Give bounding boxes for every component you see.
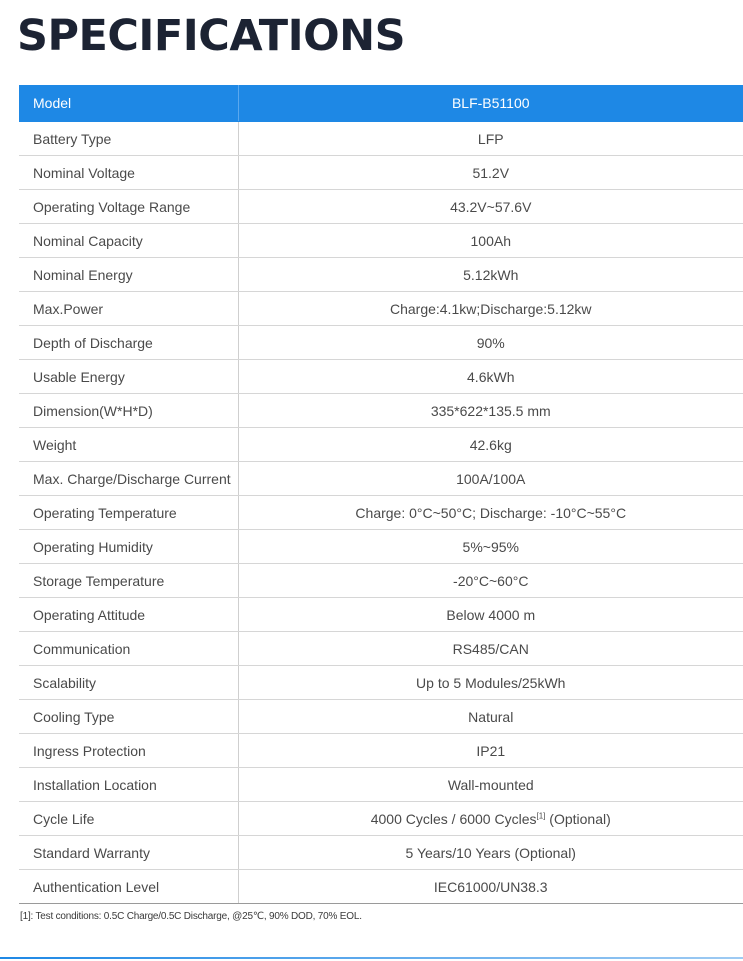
row-value: LFP — [238, 122, 743, 156]
row-label: Max. Charge/Discharge Current — [19, 462, 238, 496]
row-label: Depth of Discharge — [19, 326, 238, 360]
row-value: 43.2V~57.6V — [238, 190, 743, 224]
page-title: SPECIFICATIONS — [17, 11, 406, 61]
table-row — [19, 530, 743, 564]
row-value: 51.2V — [238, 156, 743, 190]
row-value: 90% — [238, 326, 743, 360]
row-label: Operating Humidity — [19, 530, 238, 564]
footnote: [1]: Test conditions: 0.5C Charge/0.5C Discharge, @25℃, 90% DOD, 70% EOL. — [20, 911, 362, 922]
table-row — [19, 496, 743, 530]
table-row — [19, 428, 743, 462]
cycle-life-value: 4000 Cycles / 6000 Cycles — [370, 810, 537, 827]
table-row — [19, 462, 743, 496]
table-row — [19, 394, 743, 428]
table-row — [19, 700, 743, 734]
cycle-life-suffix: (Optional) — [545, 810, 611, 827]
row-label: Scalability — [19, 666, 238, 700]
row-value: RS485/CAN — [238, 632, 743, 666]
row-label: Nominal Energy — [19, 258, 238, 292]
row-label: Usable Energy — [19, 360, 238, 394]
table-row — [19, 632, 743, 666]
row-value: -20°C~60°C — [238, 564, 743, 598]
row-value: 5%~95% — [238, 530, 743, 564]
row-label: Operating Voltage Range — [19, 190, 238, 224]
row-value: IEC61000/UN38.3 — [238, 870, 743, 904]
table-row — [19, 258, 743, 292]
table-row — [19, 360, 743, 394]
row-value: 5 Years/10 Years (Optional) — [238, 836, 743, 870]
table-row — [19, 190, 743, 224]
row-value-cycle-life — [238, 802, 743, 836]
row-value: IP21 — [238, 734, 743, 768]
table-row — [19, 768, 743, 802]
row-value: Natural — [238, 700, 743, 734]
row-value: 100Ah — [238, 224, 743, 258]
row-label: Authentication Level — [19, 870, 238, 904]
table-row — [19, 802, 743, 836]
specifications-table — [19, 85, 743, 904]
table-row — [19, 598, 743, 632]
row-label: Communication — [19, 632, 238, 666]
row-value: 100A/100A — [238, 462, 743, 496]
row-label: Cooling Type — [19, 700, 238, 734]
table-row — [19, 870, 743, 904]
footnote-reference: [1] — [536, 810, 546, 820]
row-label: Ingress Protection — [19, 734, 238, 768]
row-label: Battery Type — [19, 122, 238, 156]
row-label: Standard Warranty — [19, 836, 238, 870]
row-label: Installation Location — [19, 768, 238, 802]
row-label: Weight — [19, 428, 238, 462]
row-label: Operating Attitude — [19, 598, 238, 632]
row-label: Nominal Capacity — [19, 224, 238, 258]
row-value: 335*622*135.5 mm — [238, 394, 743, 428]
header-label-model: Model — [19, 85, 238, 122]
row-label: Cycle Life — [19, 802, 238, 836]
table-row — [19, 836, 743, 870]
row-value: Below 4000 m — [238, 598, 743, 632]
row-value: 4.6kWh — [238, 360, 743, 394]
row-label: Dimension(W*H*D) — [19, 394, 238, 428]
row-label: Max.Power — [19, 292, 238, 326]
row-value: Charge: 0°C~50°C; Discharge: -10°C~55°C — [238, 496, 743, 530]
header-value-model: BLF-B51100 — [238, 85, 743, 122]
row-value: Up to 5 Modules/25kWh — [238, 666, 743, 700]
row-value: Charge:4.1kw;Discharge:5.12kw — [238, 292, 743, 326]
table-row — [19, 156, 743, 190]
table-row — [19, 326, 743, 360]
row-value: 5.12kWh — [238, 258, 743, 292]
row-label: Nominal Voltage — [19, 156, 238, 190]
row-label: Storage Temperature — [19, 564, 238, 598]
table-row — [19, 292, 743, 326]
table-row — [19, 666, 743, 700]
table-row — [19, 734, 743, 768]
table-row — [19, 122, 743, 156]
table-row — [19, 564, 743, 598]
row-label: Operating Temperature — [19, 496, 238, 530]
table-header-row — [19, 85, 743, 122]
row-value: 42.6kg — [238, 428, 743, 462]
table-row — [19, 224, 743, 258]
bottom-divider — [0, 957, 743, 959]
row-value: Wall-mounted — [238, 768, 743, 802]
